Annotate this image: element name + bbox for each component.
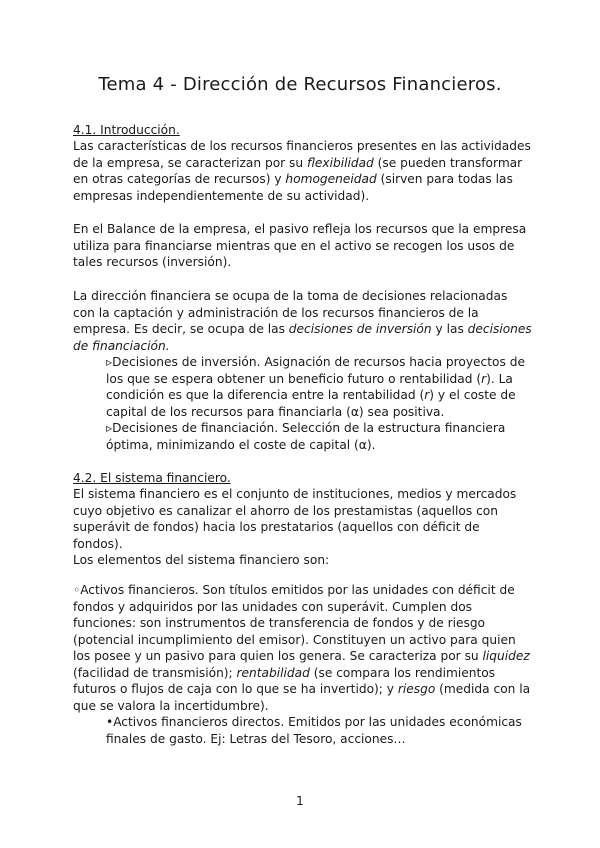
emphasis: r bbox=[424, 388, 430, 402]
emphasis: decisiones de financiación. bbox=[73, 322, 532, 353]
emphasis: r bbox=[481, 371, 487, 386]
financial-direction-paragraph bbox=[73, 288, 533, 354]
section-heading-4-2: 4.2. El sistema financiero. bbox=[73, 471, 231, 485]
text: (sirven para todas las empresas independientemente de su actividad). bbox=[73, 172, 513, 203]
text: (se pueden transformar en otras categorías de recursos) y bbox=[73, 155, 523, 186]
emphasis: rentabilidad bbox=[236, 665, 310, 680]
direct-financial-assets-item: •Activos financieros directos. Emitidos por las unidades económicas finales de gasto. Ej: Letras del Tesoro, acciones… bbox=[106, 715, 522, 746]
page-number: 1 bbox=[296, 794, 304, 808]
text: ▹Decisiones de inversión. Asignación de recursos hacia proyectos de los que se espera obtener un beneficio futuro o rentabilidad ( bbox=[106, 355, 525, 386]
emphasis: homogeneidad bbox=[285, 172, 377, 186]
elements-intro-paragraph: Los elementos del sistema financiero son: bbox=[73, 553, 330, 567]
emphasis: liquidez bbox=[482, 649, 530, 663]
page-title: Tema 4 - Dirección de Recursos Financieros. bbox=[98, 74, 502, 95]
emphasis: flexibilidad bbox=[306, 155, 374, 170]
intro-paragraph bbox=[73, 138, 533, 204]
text: ). La condición es que la diferencia entre la rentabilidad ( bbox=[106, 371, 513, 402]
text: (medida con la que se valora la incertidumbre). bbox=[73, 682, 531, 713]
financial-system-paragraph: El sistema financiero es el conjunto de instituciones, medios y mercados cuyo objetivo es canalizar el ahorro de los prestamistas (aquellos con superávit de fondos) hacia los prestatarios (aquellos con déficit de fondos). bbox=[73, 487, 517, 551]
emphasis: decisiones de inversión bbox=[288, 322, 432, 336]
investment-decisions-item bbox=[106, 354, 536, 420]
emphasis: riesgo bbox=[397, 682, 436, 696]
text: y las bbox=[431, 322, 468, 336]
text: ) y el coste de capital de los recursos para financiarla (α) sea positiva. bbox=[106, 388, 516, 419]
financing-decisions-item: ▹Decisiones de financiación. Selección de la estructura financiera óptima, minimizando el coste de capital (α). bbox=[106, 421, 506, 452]
section-heading-4-1: 4.1. Introducción. bbox=[73, 123, 180, 137]
text: (facilidad de transmisión); bbox=[73, 665, 237, 680]
text: Las características de los recursos financieros presentes en las actividades de la empresa, se caracterizan por su bbox=[73, 139, 531, 170]
balance-paragraph: En el Balance de la empresa, el pasivo refleja los recursos que la empresa utiliza para financiarse mientras que en el activo se recogen los usos de tales recursos (inversión). bbox=[73, 222, 527, 269]
text: La dirección financiera se ocupa de la toma de decisiones relacionadas con la captación y administración de los recursos financieros de la empresa. Es decir, se ocupa de las bbox=[73, 289, 508, 336]
text: ◦Activos financieros. Son títulos emitidos por las unidades con déficit de fondos y adquiridos por las unidades con superávit. Cumplen dos funciones: son instrumentos de transferencia de fondos y de riesgo (potencial incumplimiento del emisor). Constituyen un activo para quien los posee y un pasivo para quien los genera. Se caracteriza por su bbox=[73, 583, 516, 663]
text: (se compara los rendimientos futuros o flujos de caja con lo que se ha invertido); y bbox=[73, 665, 496, 696]
financial-assets-paragraph bbox=[73, 582, 533, 714]
